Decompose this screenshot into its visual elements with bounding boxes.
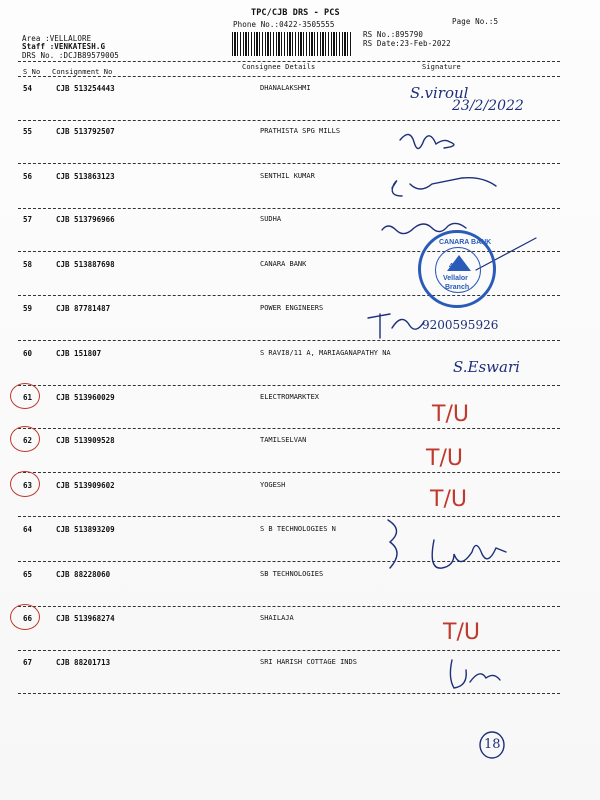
row-consignment: CJB 151807 (56, 349, 102, 358)
stamp-branch-line2: Branch (445, 284, 470, 291)
row-sno: 62 (23, 436, 33, 445)
stamp-bank-name: CANARA BANK (439, 239, 492, 246)
row-consignee: SUDHA (260, 215, 282, 223)
row-consignment: CJB 513893209 (56, 525, 115, 534)
row-consignee: S B TECHNOLOGIES N (260, 525, 336, 533)
row-consignee: SB TECHNOLOGIES (260, 570, 324, 578)
row-sno: 58 (23, 260, 33, 269)
page-number: Page No.:5 (452, 17, 499, 26)
row-consignee: ELECTROMARKTEX (260, 393, 320, 401)
row-sno: 63 (23, 481, 33, 490)
signature-text-54: S.viroul (410, 84, 469, 102)
row-consignment: CJB 88201713 (56, 658, 111, 667)
signature-bracket (388, 520, 397, 568)
signature-67 (450, 660, 500, 688)
rs-number: RS No.:895790 (363, 30, 423, 39)
row-sno: 64 (23, 525, 33, 534)
staff-label: Staff :VENKATESH.G (22, 42, 106, 51)
row-consignment: CJB 513792507 (56, 127, 115, 136)
row-consignee: DHANALAKSHMI (260, 84, 311, 92)
row-consignment: CJB 513796966 (56, 215, 115, 224)
signature-55 (400, 134, 454, 148)
row-sno: 55 (23, 127, 33, 136)
stamp-branch-line1: Vellalor (443, 275, 468, 282)
row-consignment: CJB 513909602 (56, 481, 115, 490)
row-consignment: CJB 513863123 (56, 172, 115, 181)
row-consignment: CJB 513960029 (56, 393, 115, 402)
col-signature: Signature (422, 63, 461, 71)
stamp-code: 4352 (449, 263, 465, 270)
signature-59 (368, 314, 424, 338)
report-title: TPC/CJB DRS - PCS (251, 8, 340, 18)
row-consignee: POWER ENGINEERS (260, 304, 324, 312)
row-consignment: CJB 513968274 (56, 614, 115, 623)
signature-56 (392, 178, 496, 196)
row-sno: 57 (23, 215, 33, 224)
row-consignee: SHAILAJA (260, 614, 294, 622)
row-sno: 61 (23, 393, 33, 402)
row-sno: 67 (23, 658, 33, 667)
signature-phone-59: 9200595926 (422, 318, 499, 332)
row-consignee: CANARA BANK (260, 260, 307, 268)
signature-date-54: 23/2/2022 (452, 98, 524, 114)
area-label: Area :VELLALORE (22, 34, 92, 43)
bank-stamp (418, 230, 496, 308)
row-consignee: YOGESH (260, 481, 286, 489)
col-consignment: Consignment No (52, 68, 113, 76)
row-consignment: CJB 513254443 (56, 84, 115, 93)
rs-date: RS Date:23-Feb-2022 (363, 39, 451, 48)
row-sno: 66 (23, 614, 33, 623)
row-consignee: SENTHIL KUMAR (260, 172, 315, 180)
row-consignment: CJB 87781487 (56, 304, 111, 313)
row-consignment: CJB 513887698 (56, 260, 115, 269)
tu-mark-62: T/U (426, 446, 463, 471)
tu-mark-66: T/U (443, 620, 480, 645)
signature-64 (432, 540, 506, 568)
row-consignee: TAMILSELVAN (260, 436, 307, 444)
row-consignment: CJB 513909528 (56, 436, 115, 445)
col-sno: S No (23, 68, 41, 76)
tu-mark-63: T/U (430, 487, 467, 512)
phone-number: Phone No.:0422-3505555 (233, 20, 335, 29)
row-sno: 60 (23, 349, 33, 358)
row-sno: 59 (23, 304, 33, 313)
page-mark: 18 (484, 737, 501, 752)
row-sno: 65 (23, 570, 33, 579)
row-sno: 54 (23, 84, 33, 93)
tu-mark-61: T/U (432, 402, 469, 427)
row-consignment: CJB 88228060 (56, 570, 111, 579)
row-consignee: SRI HARISH COTTAGE INDS (260, 658, 357, 666)
row-consignee: S RAVI8/11 A, MARIAGANAPATHY NA (260, 349, 391, 357)
row-sno: 56 (23, 172, 33, 181)
row-consignee: PRATHISTA SPG MILLS (260, 127, 341, 135)
drs-number: DRS No. :DCJB89579005 (22, 51, 119, 60)
signature-text-60: S.Eswari (453, 358, 520, 376)
col-consignee: Consignee Details (242, 63, 316, 71)
